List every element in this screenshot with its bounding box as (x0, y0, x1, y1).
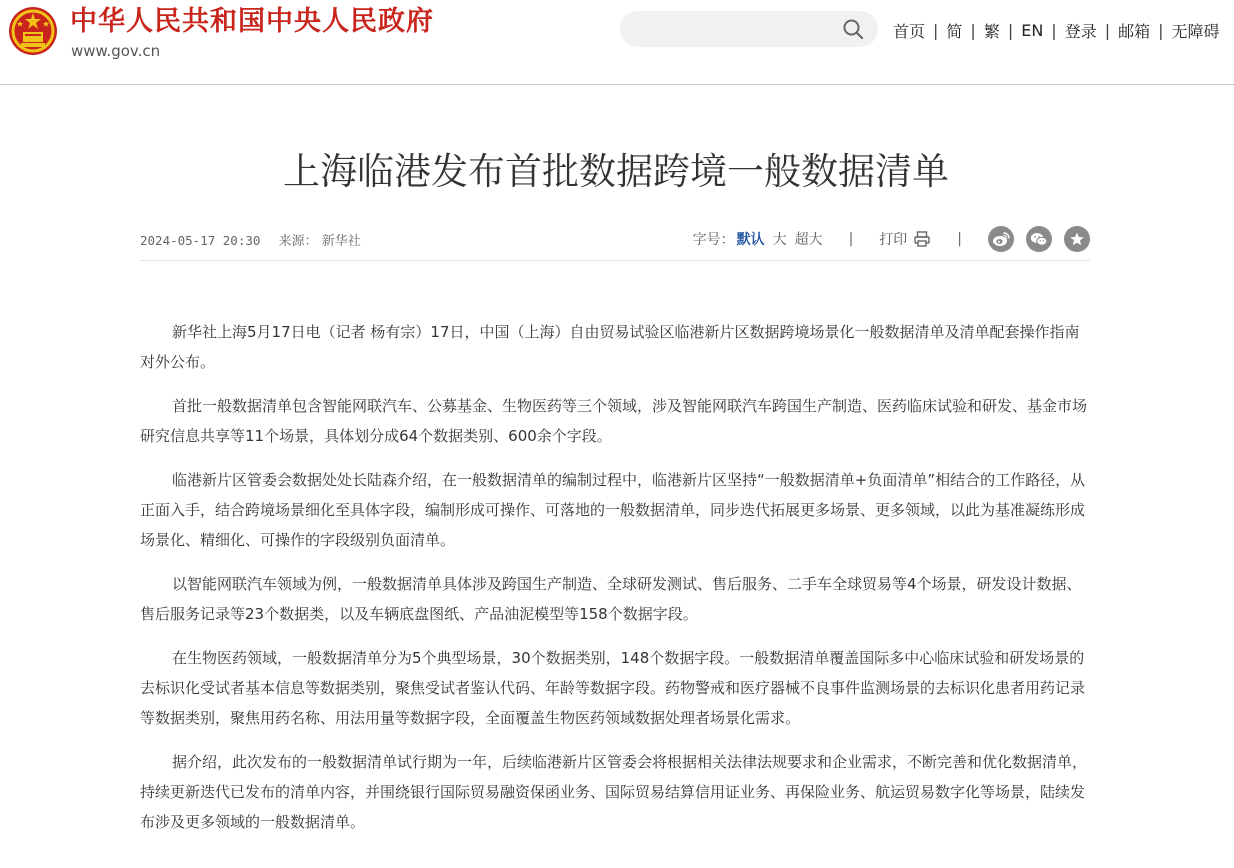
site-url[interactable]: www.gov.cn (71, 42, 161, 60)
nav-english[interactable]: EN (1021, 20, 1044, 40)
favorite-icon[interactable] (1064, 226, 1090, 252)
font-size-xlarge-button[interactable]: 超大 (794, 232, 823, 248)
article-meta-bar (140, 222, 1090, 261)
site-header (0, 0, 1234, 85)
source-name: 新华社 (321, 234, 361, 249)
article-paragraph: 首批一般数据清单包含智能网联汽车、公募基金、生物医药等三个领域，涉及智能网联汽车跨国生产制造、医药临床试验和研发、基金市场研究信息共享等11个场景，具体划分成64个数据类别、600余个字段。 (140, 397, 1088, 445)
article-body (140, 317, 1090, 851)
nav-separator: | (1158, 20, 1164, 40)
tool-separator: | (848, 231, 854, 247)
font-size-default-button[interactable]: 默认 (736, 232, 765, 248)
print-button[interactable] (879, 229, 931, 249)
nav-home[interactable]: 首页 (893, 21, 926, 41)
national-emblem-icon[interactable] (8, 6, 58, 56)
article-paragraph: 以智能网联汽车领域为例，一般数据清单具体涉及跨国生产制造、全球研发测试、售后服务、二手车全球贸易等4个场景，研发设计数据、售后服务记录等23个数据类，以及车辆底盘图纸、产品油泥模型等158个数据字段。 (140, 575, 1082, 623)
nav-separator: | (1104, 20, 1111, 40)
printer-icon (913, 230, 931, 248)
article-title: 上海临港发布首批数据跨境一般数据清单 (283, 150, 949, 193)
article-paragraph: 在生物医药领域，一般数据清单分为5个典型场景，30个数据类别，148个数据字段。一般数据清单覆盖国际多中心临床试验和研发场景的去标识化受试者基本信息等数据类别，聚焦受试者鉴认代码、年龄等数据字段。药物警戒和医疗器械不良事件监测场景的去标识化患者用药记录等数据类别，聚焦用药名称、用法用量等数据字段，全面覆盖生物医药领域数据处理者场景化需求。 (140, 649, 1086, 727)
nav-separator: | (1051, 20, 1057, 40)
nav-separator: | (933, 20, 939, 40)
tool-separator: | (957, 231, 962, 247)
nav-traditional[interactable]: 繁 (983, 21, 1000, 41)
search-icon[interactable] (842, 18, 864, 40)
nav-simplified[interactable]: 简 (946, 21, 963, 41)
search-input[interactable] (636, 17, 840, 43)
publish-date: 2024-05-17 20:30 (140, 233, 261, 248)
search-box[interactable] (620, 11, 878, 47)
article-paragraph: 临港新片区管委会数据处处长陆森介绍，在一般数据清单的编制过程中，临港新片区坚持“一般数据清单+负面清单”相结合的工作路径，从正面入手，结合跨境场景细化至具体字段，编制形成可操作、可落地的一般数据清单，同步迭代拓展更多场景、更多领域，以此为基准凝练形成场景化、精细化、可操作的字段级别负面清单。 (140, 471, 1086, 549)
site-title[interactable]: 中华人民共和国中央人民政府 (70, 6, 434, 37)
nav-separator: | (970, 20, 976, 40)
font-size-large-button[interactable]: 大 (772, 232, 787, 248)
print-label: 打印 (879, 232, 908, 248)
font-size-label: 字号： (692, 232, 735, 248)
top-nav (893, 18, 1220, 42)
article-tools (693, 224, 1090, 254)
article-paragraph: 据介绍，此次发布的一般数据清单试行期为一年，后续临港新片区管委会将根据相关法律法规要求和企业需求，不断完善和优化数据清单，持续更新迭代已发布的清单内容，并围绕银行国际贸易融资保函业务、国际贸易结算信用证业务、再保险业务、航运贸易数字化等场景，陆续发布涉及更多领域的一般数据清单。 (140, 753, 1088, 831)
source-label: 来源： (278, 234, 318, 249)
share-group (988, 226, 1090, 252)
article-meta-info (140, 230, 361, 249)
weibo-icon[interactable] (988, 226, 1014, 252)
wechat-icon[interactable] (1026, 226, 1052, 252)
nav-separator: | (1007, 20, 1014, 40)
nav-accessibility[interactable]: 无障碍 (1171, 21, 1220, 41)
nav-mailbox[interactable]: 邮箱 (1118, 21, 1151, 41)
article-paragraph: 新华社上海5月17日电（记者 杨有宗）17日，中国（上海）自由贸易试验区临港新片区数据跨境场景化一般数据清单及清单配套操作指南对外公布。 (140, 323, 1080, 371)
nav-login[interactable]: 登录 (1064, 21, 1097, 41)
